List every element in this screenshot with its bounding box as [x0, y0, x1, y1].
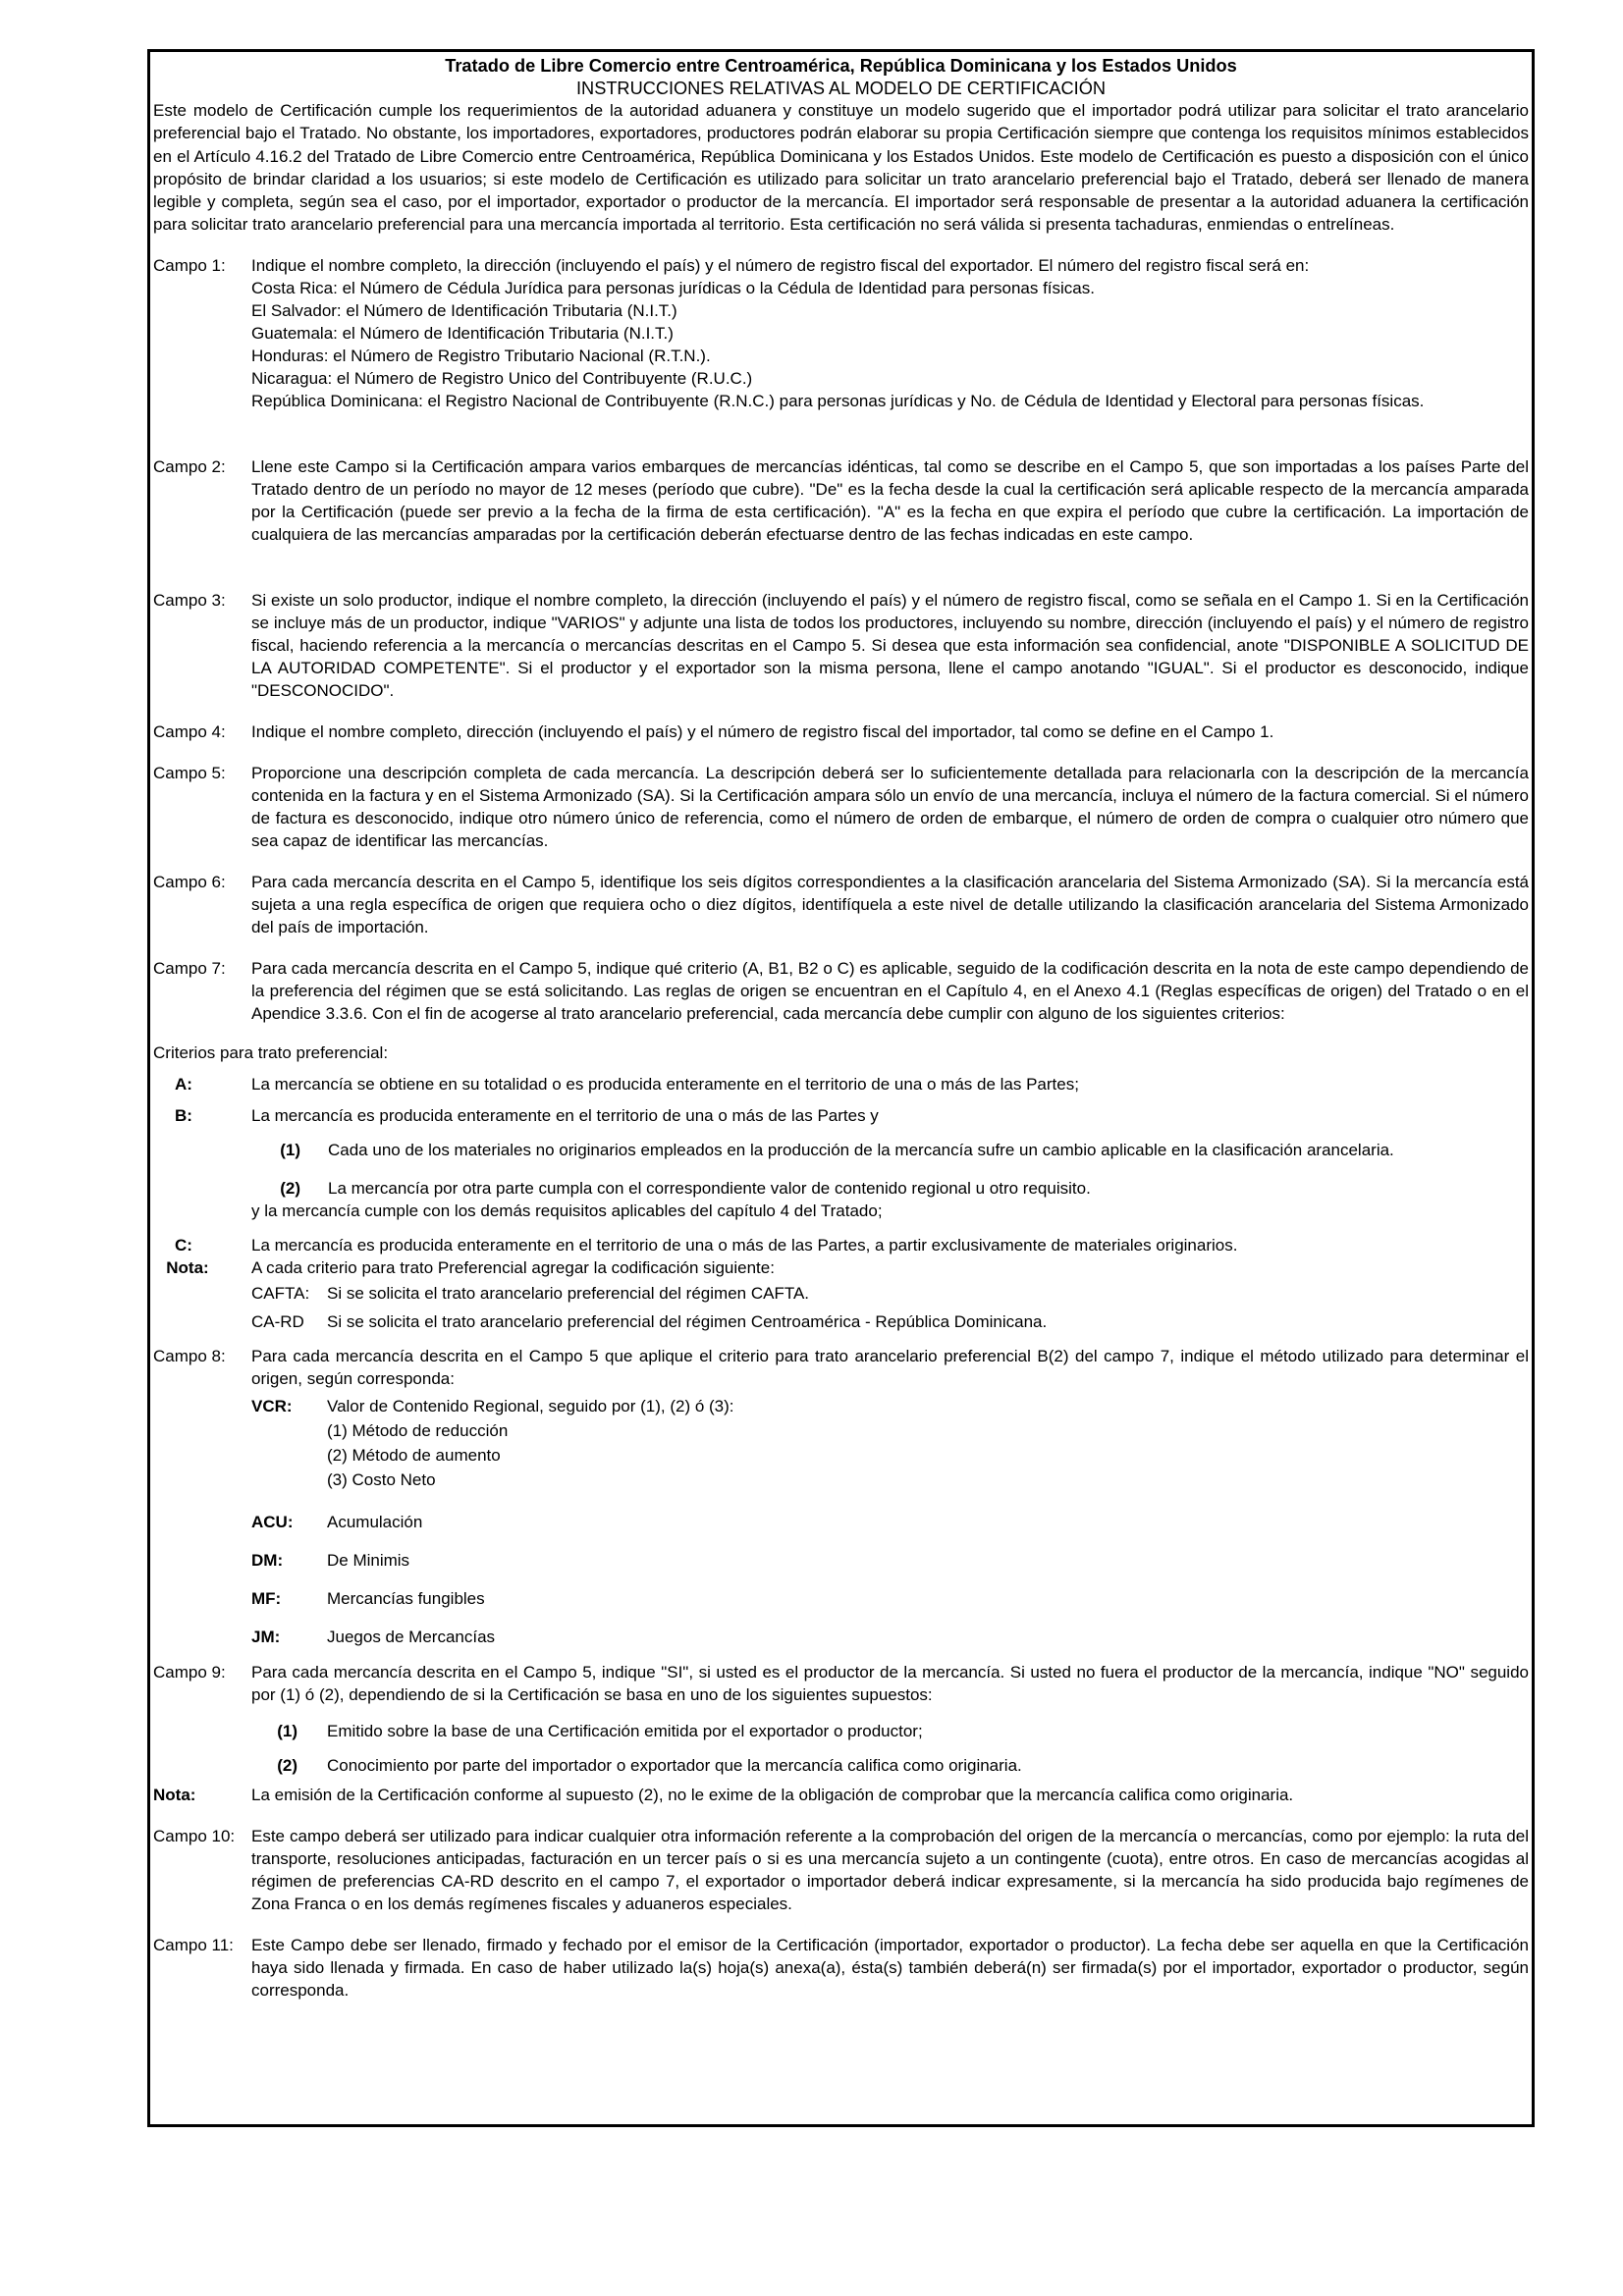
method-jm-label: JM: [251, 1627, 281, 1646]
campo-11-text: Este Campo debe ser llenado, firmado y fechado por el emisor de la Certificación (importador, exportador o productor). La fecha debe ser aquella en que la Certificación haya sido llenada y firmada. En caso de haber utilizado la(s) hoja(s) anexa(a), ésta(s) también deberá(n) ser firmada(s) por el importador, exportador o productor, según corresponda. [251, 1935, 1529, 2000]
method-mf-label: MF: [251, 1588, 282, 1608]
campo-1-line: Indique el nombre completo, la dirección (incluyendo el país) y el número de registro fiscal del exportador. El número del registro fiscal será en: [251, 255, 1310, 275]
criterio-b1-label: (1) [280, 1140, 300, 1159]
criterio-b1-text: Cada uno de los materiales no originarios empleados en la producción de la mercancía sufre un cambio aplicable en la clasificación arancelaria. [328, 1140, 1394, 1159]
criterio-a-label: A: [175, 1074, 192, 1094]
campo-4 [153, 721, 1529, 743]
campo-1-line: Costa Rica: el Número de Cédula Jurídica para personas jurídicas o la Cédula de Identidad para personas físicas. [251, 278, 1095, 297]
instructions-frame [147, 49, 1535, 2127]
campo-10-label: Campo 10: [153, 1826, 236, 1845]
intro-paragraph: Este modelo de Certificación cumple los requerimientos de la autoridad aduanera y constituye un modelo sugerido que el importador podrá utilizar para solicitar el trato arancelario preferencial bajo el Tratado. No obstante, los importadores, exportadores, productores podrán elaborar su propia Certificación siempre que contenga los requisitos mínimos establecidos en el Artículo 4.16.2 del Tratado de Libre Comercio entre Centroamérica, República Dominicana y los Estados Unidos. Este modelo de Certificación es puesto a disposición con el único propósito de brindar claridad a los usuarios; si este modelo de Certificación es utilizado para solicitar un trato arancelario preferencial bajo el Tratado, deberá ser llenado de manera legible y completa, según sea el caso, por el importador, exportador o productor de la mercancía. El importador será responsable de presentar a la autoridad aduanera la certificación para solicitar trato arancelario preferencial para una mercancía importada al territorio. Esta certificación no será válida si presenta tachaduras, enmiendas o entrelíneas. [153, 101, 1529, 235]
campo-10-text: Este campo deberá ser utilizado para indicar cualquier otra información referente a la comprobación del origen de la mercancía o mercancías, como por ejemplo: la ruta del transporte, resoluciones anticipadas, facturación en un tercer país o si es una mercancía sujeto a un contingente (cuota), entre otros. En caso de mercancías acogidas al régimen de preferencias CA-RD descrito en el campo 7, el exportador o importador deberá indicar expresamente, si la mercancía ha sido producida bajo regímenes de Zona Franca o en los demás regímenes fiscales y aduaneros especiales. [251, 1826, 1529, 1913]
criterio-b-label: B: [175, 1105, 192, 1125]
code-card-text: Si se solicita el trato arancelario preferencial del régimen Centroamérica - República Dominicana. [327, 1311, 1048, 1331]
method-jm-text: Juegos de Mercancías [327, 1627, 496, 1646]
method-vcr-option: (1) Método de reducción [327, 1420, 509, 1440]
code-card-label: CA-RD [251, 1311, 304, 1331]
campo-9-nota-text: La emisión de la Certificación conforme al supuesto (2), no le exime de la obligación de comprobar que la mercancía califica como originaria. [251, 1785, 1294, 1804]
criterio-b [153, 1104, 1529, 1127]
campo-7-label: Campo 7: [153, 958, 226, 978]
criterio-c-text: La mercancía es producida enteramente en el territorio de una o más de las Partes, a partir exclusivamente de materiales originarios. [251, 1235, 1238, 1255]
campo-5-text: Proporcione una descripción completa de cada mercancía. La descripción deberá ser lo suficientemente detallada para relacionarla con la descripción de la mercancía contenida en la factura y en el Sistema Armonizado (SA). Si la Certificación ampara sólo un envío de una mercancía, incluya el número de la factura comercial. Si el número de factura es desconocido, indique otro número único de referencia, como el número de orden de embarque, el número de orden de compra o cualquier otro número que sea capaz de identificar las mercancías. [251, 763, 1529, 850]
method-vcr-label: VCR: [251, 1396, 293, 1415]
supuesto-2-label: (2) [277, 1755, 298, 1775]
criterio-b1 [153, 1139, 1529, 1161]
campo-8 [153, 1345, 1529, 1390]
campo-9-text: Para cada mercancía descrita en el Campo 5, indique "SI", si usted es el productor de la mercancía. Si usted no fuera el productor de la mercancía, indique "NO" seguido por (1) ó (2), dependiendo de si la Certificación se basa en uno de los siguientes supuestos: [251, 1662, 1529, 1704]
campo-3-text: Si existe un solo productor, indique el nombre completo, la dirección (incluyendo el país) y el número de registro fiscal, como se señala en el Campo 1. Si en la Certificación se incluye más de un productor, indique "VARIOS" y adjunte una lista de todos los productores, incluyendo su nombre, dirección (incluyendo el país) y el número de registro fiscal, haciendo referencia a la mercancía o mercancías descritas en el Campo 5. Si desea que esta información sea confidencial, anote "DISPONIBLE A SOLICITUD DE LA AUTORIDAD COMPETENTE". Si el productor y el exportador son la misma persona, llene el campo anotando "IGUAL". Si el productor es desconocido, indique "DESCONOCIDO". [251, 590, 1529, 700]
campo-4-text: Indique el nombre completo, dirección (incluyendo el país) y el número de registro fiscal del importador, tal como se define en el Campo 1. [251, 721, 1274, 741]
campo-6-label: Campo 6: [153, 872, 226, 891]
code-cafta-text: Si se solicita el trato arancelario preferencial del régimen CAFTA. [327, 1283, 810, 1303]
campo-9-nota [153, 1784, 1529, 1806]
method-acu-label: ACU: [251, 1512, 294, 1531]
campo-1-line: El Salvador: el Número de Identificación Tributaria (N.I.T.) [251, 300, 677, 320]
supuesto-1-text: Emitido sobre la base de una Certificación emitida por el exportador o productor; [327, 1721, 923, 1740]
campo-3 [153, 589, 1529, 702]
campo-1-line: Honduras: el Número de Registro Tributario Nacional (R.T.N.). [251, 346, 711, 365]
method-vcr-body [327, 1394, 734, 1492]
method-mf [153, 1586, 1529, 1611]
campo-4-label: Campo 4: [153, 721, 226, 741]
campo-1-body [251, 254, 1529, 412]
campo-7-text: Para cada mercancía descrita en el Campo 5, indique qué criterio (A, B1, B2 o C) es aplicable, seguido de la codificación descrita en la nota de este campo dependiendo de la preferencia del régimen que se está solicitando. Las reglas de origen se encuentran en el Capítulo 4, en el Anexo 4.1 (Reglas específicas de origen) del Tratado o en el Apendice 3.3.6. Con el fin de acogerse al trato arancelario preferencial, cada mercancía debe cumplir con alguno de los siguientes criterios: [251, 958, 1529, 1023]
code-cafta-label: CAFTA: [251, 1283, 310, 1303]
criterios-nota-label: Nota: [166, 1257, 209, 1277]
campo-1 [153, 254, 1529, 412]
campo-10 [153, 1825, 1529, 1915]
criterio-b2-label: (2) [280, 1178, 300, 1198]
criterio-b2-text: La mercancía por otra parte cumpla con el correspondiente valor de contenido regional u otro requisito. [328, 1178, 1091, 1198]
campo-11-label: Campo 11: [153, 1935, 234, 1954]
campo-9-nota-label: Nota: [153, 1785, 196, 1804]
method-acu-text: Acumulación [327, 1512, 423, 1531]
criterio-a [153, 1073, 1529, 1095]
criterios-heading: Criterios para trato preferencial: [153, 1042, 389, 1062]
campo-8-text: Para cada mercancía descrita en el Campo 5 que aplique el criterio para trato arancelario preferencial B(2) del campo 7, indique el método utilizado para determinar el origen, según corresponda: [251, 1346, 1529, 1388]
criterios-nota-text: A cada criterio para trato Preferencial agregar la codificación siguiente: [251, 1257, 775, 1277]
campo-11 [153, 1934, 1529, 2002]
criterios-nota [153, 1256, 1529, 1279]
criterio-b2 [153, 1177, 1529, 1200]
campo-1-line: Nicaragua: el Número de Registro Unico del Contribuyente (R.U.C.) [251, 368, 753, 388]
campo-5 [153, 762, 1529, 852]
campo-9-label: Campo 9: [153, 1662, 226, 1682]
criterio-c [153, 1234, 1529, 1256]
supuesto-2-text: Conocimiento por parte del importador o exportador que la mercancía califica como originaria. [327, 1755, 1022, 1775]
campo-2-text: Llene este Campo si la Certificación ampara varios embarques de mercancías idénticas, tal como se describe en el Campo 5, que son importadas a los países Parte del Tratado dentro de un período no mayor de 12 meses (período que cubre). "De" es la fecha desde la cual la certificación será aplicable respecto de la mercancía amparada por la Certificación (puede ser previo a la fecha de la firma de esta certificación). "A" es la fecha en que expira el período que cubre la certificación. La importación de cualquiera de las mercancías amparadas por la certificación deberán efectuarse dentro de las fechas indicadas en este campo. [251, 456, 1529, 544]
method-dm-text: De Minimis [327, 1550, 410, 1570]
method-vcr [153, 1394, 1529, 1492]
campo-6 [153, 871, 1529, 938]
supuesto-1-label: (1) [277, 1721, 298, 1740]
method-dm [153, 1548, 1529, 1573]
criterio-c-label: C: [175, 1235, 192, 1255]
campo-1-line: República Dominicana: el Registro Nacional de Contribuyente (R.N.C.) para personas jurídicas y No. de Cédula de Identidad y Electoral para personas físicas. [251, 391, 1425, 410]
method-vcr-text: Valor de Contenido Regional, seguido por (1), (2) ó (3): [327, 1396, 734, 1415]
criterio-a-text: La mercancía se obtiene en su totalidad o es producida enteramente en el territorio de una o más de las Partes; [251, 1074, 1079, 1094]
method-dm-label: DM: [251, 1550, 284, 1570]
campo-3-label: Campo 3: [153, 590, 226, 610]
method-mf-text: Mercancías fungibles [327, 1588, 485, 1608]
campo-5-label: Campo 5: [153, 763, 226, 782]
campo-2-label: Campo 2: [153, 456, 226, 476]
code-card [153, 1310, 1529, 1333]
supuesto-1 [153, 1720, 1529, 1742]
method-vcr-option: (3) Costo Neto [327, 1469, 436, 1489]
supuesto-2 [153, 1754, 1529, 1777]
campo-7 [153, 957, 1529, 1025]
campo-6-text: Para cada mercancía descrita en el Campo 5, identifique los seis dígitos correspondientes a la clasificación arancelaria del Sistema Armonizado (SA). Si la mercancía está sujeta a una regla específica de origen que requiera ocho o diez dígitos, identifíquela a este nivel de detalle utilizando la clasificación arancelaria del Sistema Armonizado del país de importación. [251, 872, 1529, 936]
campo-9 [153, 1661, 1529, 1706]
method-vcr-option: (2) Método de aumento [327, 1445, 501, 1465]
document-title: Tratado de Libre Comercio entre Centroamérica, República Dominicana y los Estados Unidos [445, 56, 1237, 76]
code-cafta [153, 1282, 1529, 1305]
criterio-b-tail: y la mercancía cumple con los demás requisitos aplicables del capítulo 4 del Tratado; [251, 1201, 883, 1220]
campo-8-label: Campo 8: [153, 1346, 226, 1365]
criterio-b-text: La mercancía es producida enteramente en el territorio de una o más de las Partes y [251, 1105, 879, 1125]
method-acu [153, 1510, 1529, 1534]
document-subtitle: INSTRUCCIONES RELATIVAS AL MODELO DE CERTIFICACIÓN [576, 79, 1106, 98]
campo-1-label: Campo 1: [153, 255, 226, 275]
campo-1-line: Guatemala: el Número de Identificación Tributaria (N.I.T.) [251, 323, 674, 343]
method-jm [153, 1625, 1529, 1649]
campo-2 [153, 455, 1529, 546]
